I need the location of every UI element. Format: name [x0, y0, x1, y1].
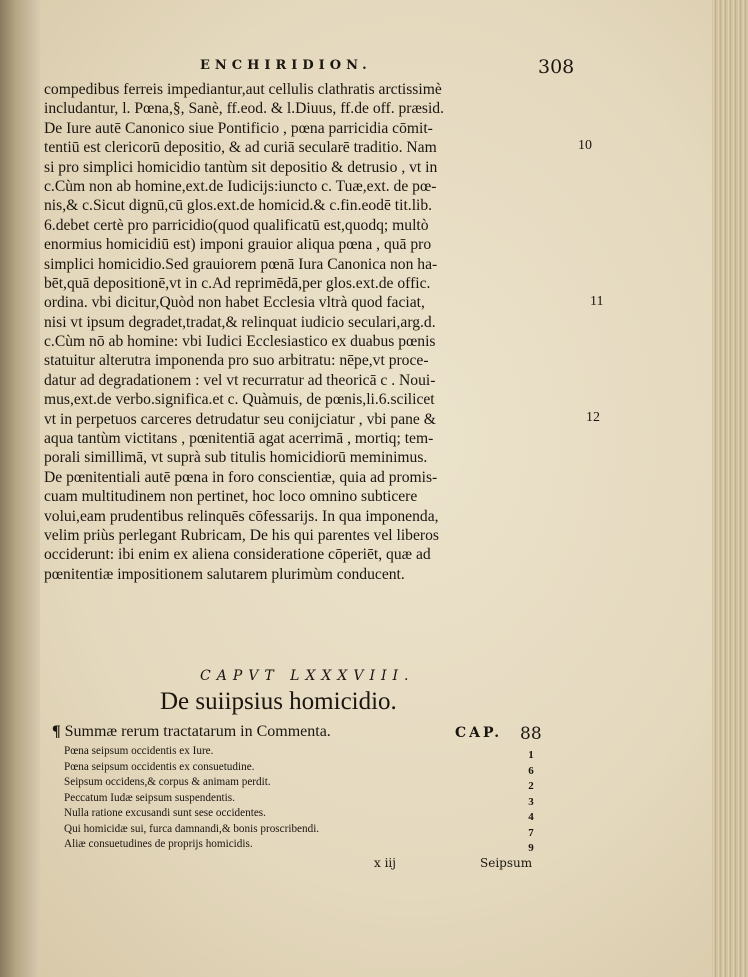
- signature-mark: x iij: [374, 856, 396, 870]
- summary-item-number: 7: [528, 826, 534, 839]
- catchword: Seipsum: [480, 856, 533, 870]
- book-spine-shadow: [0, 0, 40, 977]
- summary-item-number: 4: [528, 811, 534, 823]
- text-line: datur ad degradationem : vel vt recurratur ad theoricā c . Noui-: [44, 371, 436, 389]
- chapter-title: De suiipsius homicidio.: [160, 688, 397, 715]
- text-line: ordina. vbi dicitur,Quòd non habet Ecclesia vltrà quod faciat,: [44, 294, 425, 312]
- summary-item-number: 3: [528, 795, 534, 808]
- chapter-heading: CAPVT LXXXVIII.: [200, 668, 415, 684]
- summary-item-numbers: [524, 748, 538, 857]
- text-line: bēt,quā depositionē,vt in c.Ad reprimēdā,per glos.ext.de offic.: [44, 274, 431, 292]
- summary-item: Pœna seipsum occidentis ex consuetudine.: [64, 760, 255, 773]
- text-line: De pœnitentiali autē pœna in foro conscientiæ, quia ad promis-: [44, 468, 438, 486]
- summary-item: Seipsum occidens,& corpus & animam perdit.: [64, 776, 271, 788]
- summary-item-number: 1: [528, 749, 534, 761]
- text-line: occiderunt: ibi enim ex aliena consideratione cōperiēt, quæ ad: [44, 546, 431, 564]
- margin-number: 10: [578, 138, 592, 153]
- text-line: simplici homicidio.Sed grauiorem pœnā Iura Canonica non ha-: [44, 255, 438, 273]
- text-line: pœnitentiæ impositionem salutarem plurimùm conducent.: [44, 565, 405, 583]
- page-fore-edge: [712, 0, 748, 977]
- summary-item: Qui homicidæ sui, furca damnandi,& bonis proscribendi.: [64, 822, 320, 835]
- pilcrow-icon: ¶: [52, 723, 61, 740]
- summary-heading-text: Summæ rerum tractatarum in Commenta.: [64, 723, 331, 740]
- text-line: velim priùs perlegant Rubricam, De his qui parentes vel liberos: [44, 526, 439, 544]
- body-text: [44, 80, 584, 584]
- text-line: nis,& c.Sicut dignū,cū glos.ext.de homicid.& c.fin.eodē tit.lib.: [44, 197, 433, 215]
- text-line: enormius homicidiū est) imponi grauior aliqua pœna , quā pro: [44, 236, 432, 254]
- text-line: aqua tantùm victitans , pœnitentiā agat acerrimā , mortiq; tem-: [44, 430, 434, 448]
- running-title: ENCHIRIDION.: [200, 58, 372, 73]
- text-line: vt in perpetuos carceres detrudatur seu conijciatur , vbi pane &: [44, 410, 436, 428]
- summary-heading: [52, 723, 331, 741]
- margin-number: 12: [586, 410, 600, 425]
- text-line: compedibus ferreis impediantur,aut cellulis clathratis arctissimè: [44, 81, 442, 98]
- text-line: mus,ext.de verbo.significa.et c. Quàmuis, de pœnis,li.6.scilicet: [44, 391, 435, 409]
- summary-item-number: 9: [528, 842, 534, 854]
- text-line: De Iure autē Canonico siue Pontificio , pœna parricidia cōmit-: [44, 119, 433, 137]
- page-number: 308: [538, 56, 575, 78]
- margin-number: 11: [590, 294, 604, 309]
- summary-item-number: 2: [528, 780, 534, 792]
- text-line: volui,eam prudentibus relinquēs cōfessarijs. In qua imponenda,: [44, 507, 439, 525]
- summary-item: Peccatum Iudæ seipsum suspendentis.: [64, 791, 235, 804]
- summary-item-number: 6: [528, 764, 534, 777]
- summary-item: Nulla ratione excusandi sunt sese occidentes.: [64, 807, 266, 819]
- text-line: porali simillimā, vt suprà sub titulis homicidiorū meminimus.: [44, 449, 428, 467]
- text-line: nisi vt ipsum degradet,tradat,& relinquat iudicio seculari,arg.d.: [44, 313, 436, 331]
- summary-item: Aliæ consuetudines de proprijs homicidis.: [64, 838, 253, 850]
- summary-cap-label: CAP.: [455, 725, 503, 741]
- text-line: includantur, l. Pœna,§, Sanè, ff.eod. & l.Diuus, ff.de off. præsid.: [44, 100, 445, 118]
- text-line: c.Cùm nō ab homine: vbi Iudici Ecclesiastico ex duabus pœnis: [44, 333, 436, 351]
- summary-list: [64, 744, 504, 853]
- text-line: statuitur alterutra imponenda pro suo arbitratu: nēpe,vt proce-: [44, 352, 429, 370]
- summary-cap-number: 88: [520, 724, 542, 744]
- text-line: tentiū est clericorū depositio, & ad curiā secularē traditio. Nam: [44, 139, 437, 157]
- text-line: si pro simplici homicidio tantùm sit depositio & detrusio , vt in: [44, 158, 438, 176]
- text-line: c.Cùm non ab homine,ext.de Iudicijs:iuncto c. Tuæ,ext. de pœ-: [44, 177, 437, 195]
- text-line: cuam multitudinem non pertinet, hoc loco omnino subticere: [44, 488, 418, 506]
- summary-item: Pœna seipsum occidentis ex Iure.: [64, 745, 214, 757]
- text-line: 6.debet certè pro parricidio(quod qualificatū est,quodq; multò: [44, 216, 429, 234]
